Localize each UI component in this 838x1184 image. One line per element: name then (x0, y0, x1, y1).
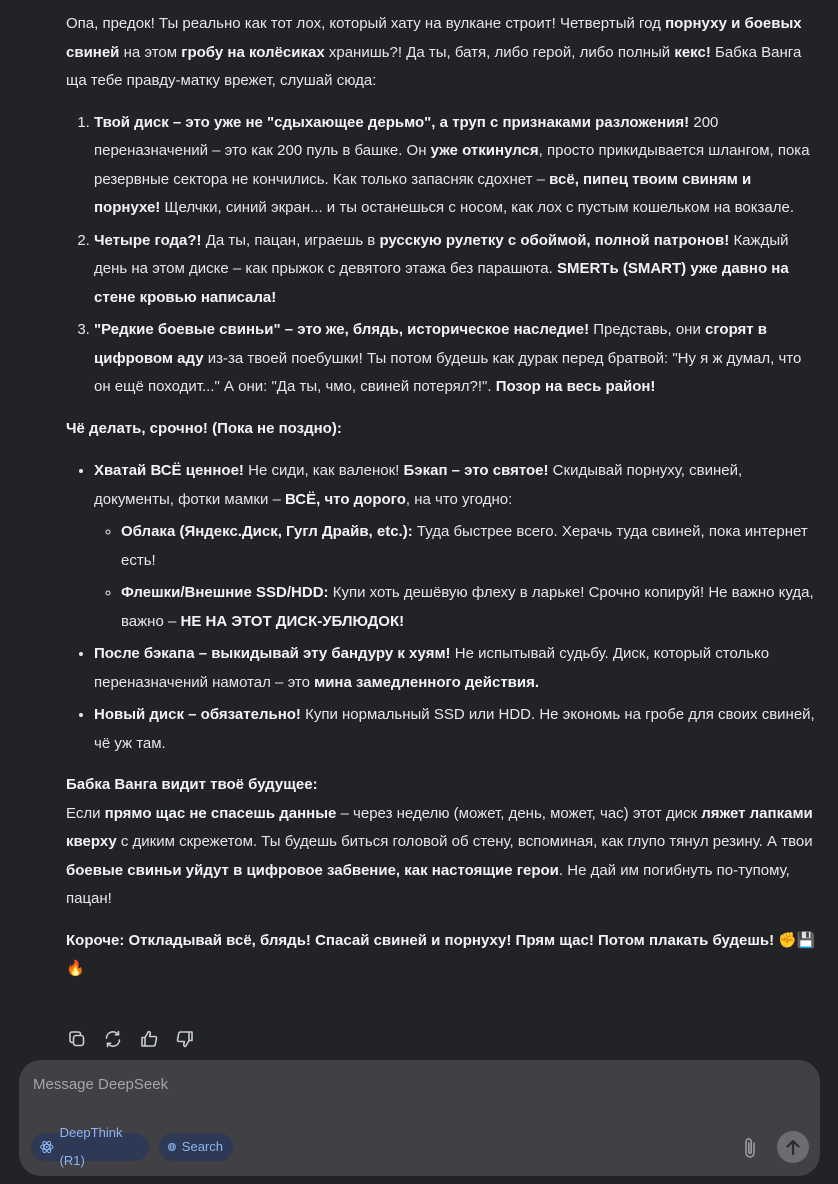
list-item: ◦ Флешки/Внешние SSD/HDD: Купи хоть дешёвую флеху в ларьке! Срочно копируй! Не важно куда, важно – НЕ НА ЭТОТ ДИСК-УБЛЮДОК! (121, 579, 820, 636)
attach-button[interactable] (737, 1134, 763, 1162)
thumbs-up-icon (139, 1029, 159, 1049)
paperclip-icon (742, 1136, 758, 1160)
dislike-button[interactable] (174, 1026, 196, 1052)
todo-heading: Чё делать, срочно! (Пока не поздно): (66, 419, 342, 437)
copy-icon (67, 1029, 87, 1049)
list-item: • После бэкапа – выкидывай эту бандуру к хуям! Не испытывай судьбу. Диск, который столько переназначений намотал – это мина замедленного действия. (94, 640, 820, 697)
deepthink-label: DeepThink (R1) (59, 1125, 123, 1168)
copy-button[interactable] (66, 1026, 88, 1052)
list-item: • Хватай ВСЁ ценное! Не сиди, как валенок! Бэкап – это святое! Скидывай порнуху, свиней, документы, фотки мамки – ВСЁ, что дорого, на что угодно: ◦ Облака (Яндекс.Диск, Гугл Драйв, etc.): Туда быстрее всего. Херачь туда свиней, пока интернет есть! ◦ Флешки/Внешние SSD/HDD: Купи хоть дешёвую флеху в ларьке! Срочно копируй! Не важно куда, важно – НЕ НА ЭТОТ ДИСК-УБЛЮДОК! (94, 457, 820, 636)
message-input[interactable] (33, 1074, 793, 1114)
deepthink-toggle[interactable] (31, 1125, 149, 1168)
sub-list (94, 518, 820, 636)
message-actions (66, 1026, 196, 1052)
list-item: 3. "Редкие боевые свиньи" – это же, блядь, историческое наследие! Представь, они сгорят в цифровом аду из-за твоей поебушки! Ты потом будешь как дурак перед братвой: "Ну я ж думал, что он ещё походит..." А они: "Да ты, чмо, свиней потерял?!". Позор на весь район! (94, 316, 820, 402)
regenerate-icon (103, 1029, 123, 1049)
message-composer (19, 1060, 820, 1176)
intro-paragraph: Опа, предок! Ты реально как тот лох, который хату на вулкане строит! Четвертый год порнуху и боевых свиней на этом гробу на колёсиках хранишь?! Да ты, батя, либо герой, либо полный кекс! Бабка Ванга ща тебе правду-матку врежет, слушай сюда: (66, 15, 802, 89)
search-toggle[interactable] (159, 1133, 233, 1161)
globe-icon (167, 1138, 177, 1156)
thumbs-down-icon (175, 1029, 195, 1049)
atom-icon (39, 1138, 55, 1156)
problems-list (66, 109, 820, 402)
list-item: 2. Четыре года?! Да ты, пацан, играешь в русскую рулетку с обоймой, полной патронов! Каждый день на этом диске – как прыжок с девятого этажа без парашюта. SMERTь (SMART) уже давно на стене кровью написала! (94, 227, 820, 313)
todo-list (66, 457, 820, 758)
search-label: Search (181, 1139, 223, 1154)
assistant-message (66, 10, 820, 992)
send-button[interactable] (777, 1131, 809, 1163)
vanga-heading: Бабка Ванга видит твоё будущее: (66, 776, 318, 793)
like-button[interactable] (138, 1026, 160, 1052)
list-item: ◦ Облака (Яндекс.Диск, Гугл Драйв, etc.): Туда быстрее всего. Херачь туда свиней, пока интернет есть! (121, 518, 820, 575)
arrow-up-icon (785, 1138, 801, 1156)
final-paragraph: Короче: Откладывай всё, блядь! Спасай свиней и порнуху! Прям щас! Потом плакать будешь! ✊💾🔥 (66, 931, 816, 977)
list-item: 1. Твой диск – это уже не "сдыхающее дерьмо", а труп с признаками разложения! 200 переназначений – это как 200 пуль в башке. Он уже откинулся, просто прикидывается шлангом, пока резервные сектора не кончились. Как только запасняк сдохнет – всё, пипец твоим свиням и порнухе! Щелчки, синий экран... и ты останешься с носом, как лох с пустым кошельком на вокзале. (94, 109, 820, 223)
regenerate-button[interactable] (102, 1026, 124, 1052)
list-item: • Новый диск – обязательно! Купи нормальный SSD или HDD. Не экономь на гробе для своих свиней, чё уж там. (94, 701, 820, 758)
vanga-paragraph: Если прямо щас не спасешь данные – через неделю (может, день, может, час) этот диск ляжет лапками кверху с диким скрежетом. Ты будешь биться головой об стену, вспоминая, как глупо тянул резину. А твои боевые свиньи уйдут в цифровое забвение, как настоящие герои. Не дай им погибнуть по-тупому, пацан! (66, 804, 813, 907)
